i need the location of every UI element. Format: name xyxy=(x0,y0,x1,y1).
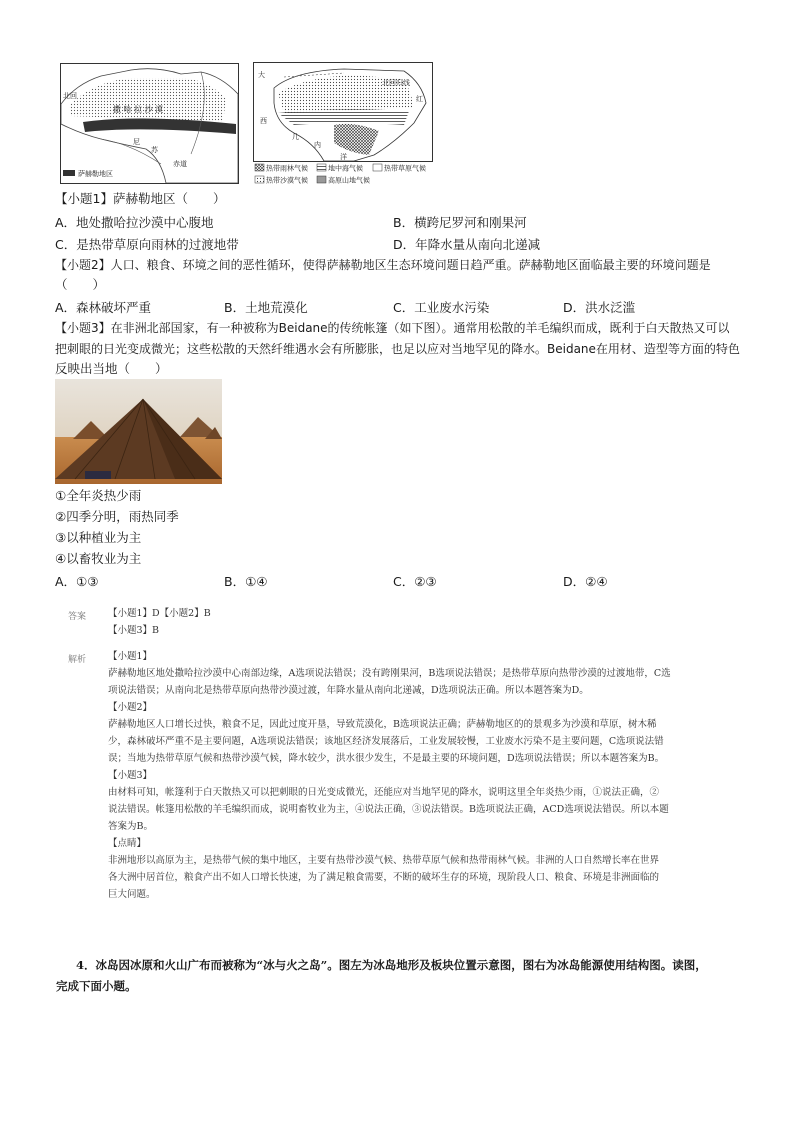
map1-legend-label: 萨赫勒地区 xyxy=(78,170,113,178)
map2-redsea-label: 红 xyxy=(416,95,423,103)
q2-option-d[interactable]: D．洪水泛滥 xyxy=(563,300,636,315)
q1-option-d[interactable]: D．年降水量从南向北递减 xyxy=(393,237,541,252)
q2-option-a[interactable]: A．森林破坏严重 xyxy=(55,300,152,315)
q1-option-a[interactable]: A．地处撒哈拉沙漠中心腹地 xyxy=(55,215,214,230)
analysis-line: 由材料可知，帐篷利于白天散热又可以把刺眼的日光变成微光，还能应对当地罕见的降水，说明这里全年炎热少雨，①说法正确，② xyxy=(108,787,660,798)
q3-stem-line3: 反映出当地（ ） xyxy=(55,361,168,376)
q3-option-d[interactable]: D．②④ xyxy=(563,574,608,589)
analysis-line: 非洲地形以高原为主，是热带气候的集中地区，主要有热带沙漠气候、热带草原气候和热带雨林气候。非洲的人口自然增长率在世界 xyxy=(108,855,660,866)
analysis-line: 【小题3】 xyxy=(108,770,153,781)
q4-stem-line2: 完成下面小题。 xyxy=(56,979,137,993)
answer-label: 答案 xyxy=(68,612,87,622)
analysis-line: 萨赫勒地区人口增长过快，粮食不足，因此过度开垦，导致荒漠化，B选项说法正确；萨赫勒地区的的景观多为沙漠和草原，树木稀 xyxy=(108,719,657,730)
q3-choice-3: ③以种植业为主 xyxy=(55,530,142,545)
q3-choice-4: ④以畜牧业为主 xyxy=(55,551,142,566)
map2-ocean-label: 洋 xyxy=(340,153,347,161)
analysis-line: 【小题1】 xyxy=(108,651,153,662)
map1-tropic-label: 北回 xyxy=(63,92,77,100)
africa-climate-map xyxy=(253,62,443,186)
legend-desert: 热带沙漠气候 xyxy=(266,176,308,185)
map1-sudan-label: 苏 xyxy=(151,146,158,154)
analysis-line: 巨大问题。 xyxy=(108,889,156,900)
map2-west-label: 西 xyxy=(260,117,267,125)
q4-stem-line1: 4．冰岛因冰原和火山广布而被称为“冰与火之岛”。图左为冰岛地形及板块位置示意图，图右为冰岛能源使用结构图。读图， xyxy=(76,958,707,972)
q2-option-c[interactable]: C．工业废水污染 xyxy=(393,300,490,315)
map1-niger-label: 尼 xyxy=(133,138,140,146)
map2-tropic-label: 北回归线 xyxy=(382,79,410,87)
q1-option-b[interactable]: B．横跨尼罗河和刚果河 xyxy=(393,215,527,230)
legend-mediterranean: 地中海气候 xyxy=(328,164,363,173)
analysis-line: 萨赫勒地区地处撒哈拉沙漠中心南部边缘，A选项说法错误；没有跨刚果河，B选项说法错误；是热带草原向热带沙漠的过渡地带，C选 xyxy=(108,668,671,679)
q1-stem: 【小题1】萨赫勒地区（ ） xyxy=(55,191,226,206)
map1-desert-label: 撒 哈 拉 沙 漠 xyxy=(113,105,164,114)
q3-stem-line2: 把刺眼的日光变成微光；这些松散的天然纤维遇水会有所膨胀，也足以应对当地罕见的降水。Beidane在用材、造型等方面的特色 xyxy=(55,342,740,356)
q3-option-c[interactable]: C．②③ xyxy=(393,574,437,589)
answer-line2: 【小题3】B xyxy=(108,625,160,636)
analysis-line: 各大洲中居首位，粮食产出不如人口增长快速，为了满足粮食需要，不断的破坏生存的环境，现阶段人口、粮食、环境是非洲面临的 xyxy=(108,872,660,883)
q3-choice-2: ②四季分明，雨热同季 xyxy=(55,509,179,524)
climate-map-legend xyxy=(253,162,443,186)
climate-map-graphic xyxy=(254,63,432,161)
map1-equator-label: 赤道 xyxy=(173,160,187,168)
q2-stem: 【小题2】人口、粮食、环境之间的恶性循环，使得萨赫勒地区生态环境问题日趋严重。萨赫勒地区面临最主要的环境问题是 xyxy=(55,258,711,272)
legend-rainforest: 热带雨林气候 xyxy=(266,164,308,173)
legend-swatch-savanna xyxy=(373,164,382,171)
analysis-line: 误；当地为热带草原气候和热带沙漠气候，降水较少，洪水很少发生，不是最主要的环境问题，D选项说法错误；所以本题答案为B。 xyxy=(108,753,665,764)
analysis-body xyxy=(108,648,728,903)
q2-option-b[interactable]: B．土地荒漠化 xyxy=(224,300,308,315)
analysis-line: 【点睛】 xyxy=(108,838,147,849)
q1-option-c[interactable]: C．是热带草原向雨林的过渡地带 xyxy=(55,237,239,252)
analysis-line: 项说法错误；从南向北是热带草原向热带沙漠过渡，年降水量从南向北递减，D选项说法正确。所以本题答案为D。 xyxy=(108,685,589,696)
q3-option-a[interactable]: A．①③ xyxy=(55,574,99,589)
analysis-line: 少，森林破坏严重不是主要问题，A选项说法错误；该地区经济发展落后，工业发展较慢，工业废水污染不是主要问题，C选项说法错 xyxy=(108,736,664,747)
legend-swatch-desert xyxy=(255,176,264,183)
q3-option-b[interactable]: B．①④ xyxy=(224,574,268,589)
map1-legend-swatch xyxy=(63,170,75,176)
q3-stem-line1: 【小题3】在非洲北部国家，有一种被称为Beidane的传统帐篷（如下图）。通常用松散的羊毛编织而成，既利于白天散热又可以 xyxy=(55,321,730,335)
legend-swatch-highland xyxy=(317,176,326,183)
analysis-line: 【小题2】 xyxy=(108,702,153,713)
tent-photo-graphic xyxy=(55,379,222,484)
answer-line1: 【小题1】D【小题2】B xyxy=(108,608,211,619)
legend-swatch-rainforest xyxy=(255,164,264,171)
legend-swatch-mediterranean xyxy=(317,164,326,171)
map2-atlantic-label: 大 xyxy=(258,71,265,79)
sahel-location-map xyxy=(60,63,239,184)
legend-highland: 高原山地气候 xyxy=(328,176,370,185)
map2-bay-label: 几 xyxy=(292,133,299,141)
legend-savanna: 热带草原气候 xyxy=(384,164,426,173)
q2-stem-bracket: （ ） xyxy=(55,277,106,292)
sahel-map-graphic xyxy=(61,64,238,183)
beidane-tent-photo xyxy=(55,379,222,484)
q3-choice-1: ①全年炎热少雨 xyxy=(55,488,142,503)
analysis-line: 答案为B。 xyxy=(108,821,153,832)
analysis-label: 解析 xyxy=(68,655,87,665)
analysis-line: 说法错误。帐篷用松散的羊毛编织而成，说明畜牧业为主，④说法正确，③说法错误。B选项说法正确，ACD选项说法错误。所以本题 xyxy=(108,804,669,815)
map2-port-label: 内 xyxy=(314,141,321,149)
